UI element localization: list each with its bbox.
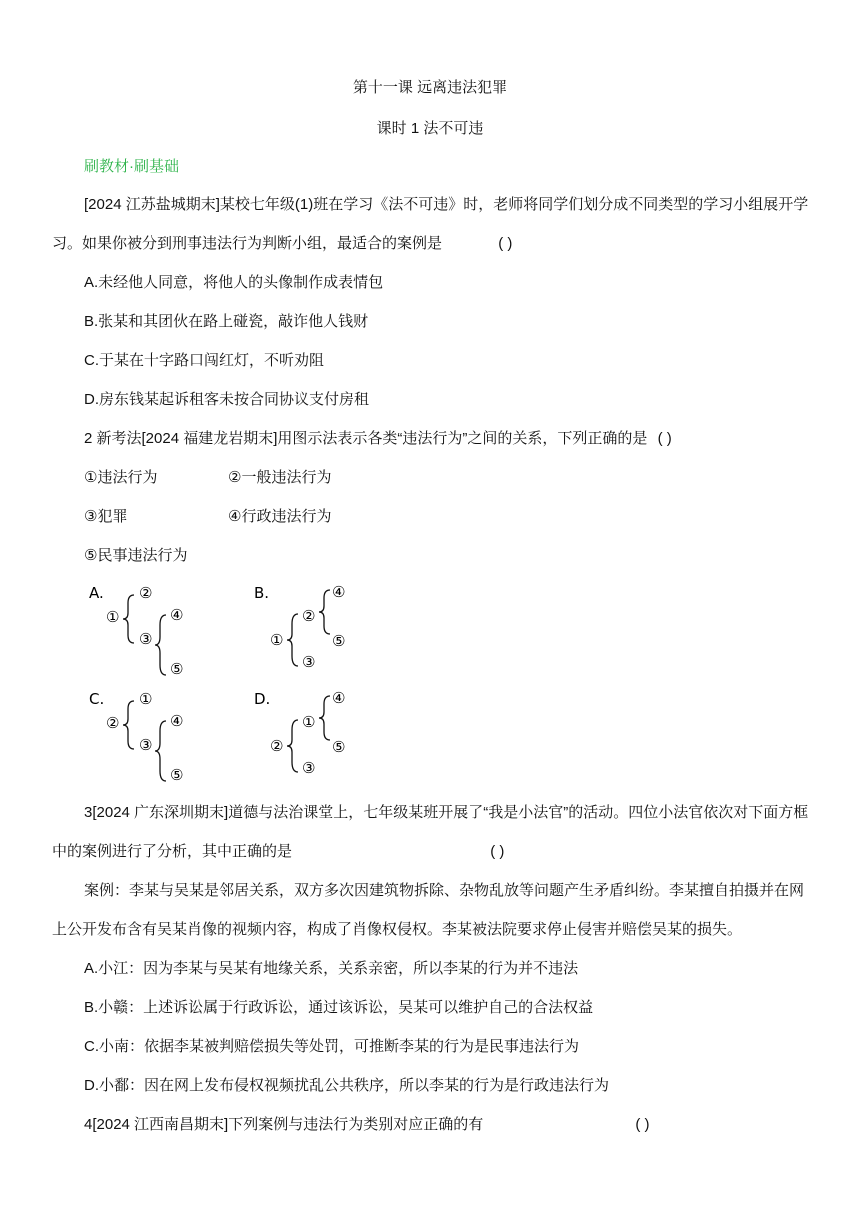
diagram-a xyxy=(89,584,183,678)
lesson-subtitle: 课时 1 法不可违 xyxy=(376,120,484,137)
q1-stem-text: 习。如果你被分到刑事违法行为判断小组，最适合的案例是 xyxy=(52,235,443,252)
diagram-c-leaf1: ④ xyxy=(170,712,184,730)
diagram-a-leaf2: ⑤ xyxy=(170,660,184,678)
q2-stem-text: 2 新考法[2024 福建龙岩期末]用图示法表示各类“违法行为”之间的关系，下列正确的是 xyxy=(84,430,648,447)
diagram-b xyxy=(254,583,345,671)
q3-option-a: A.小江：因为李某与吴某有地缘关系，关系亲密，所以李某的行为并不违法 xyxy=(84,960,579,977)
diagram-a-brace-outer xyxy=(123,595,134,643)
diagram-d-label: D. xyxy=(254,690,271,708)
q2-item-5: ⑤民事违法行为 xyxy=(84,547,188,564)
diagram-d xyxy=(254,689,345,777)
diagram-d-leaf1: ④ xyxy=(332,689,346,707)
q1-option-a: A.未经他人同意，将他人的头像制作成表情包 xyxy=(84,274,384,291)
section-heading: 刷教材·刷基础 xyxy=(84,158,179,175)
diagram-c-brace-outer xyxy=(123,701,134,749)
q3-stem-line1: 3[2024 广东深圳期末]道德与法治课堂上，七年级某班开展了“我是小法官”的活动。四位小法官依次对下面方框 xyxy=(84,804,809,821)
q1-option-b: B.张某和其团伙在路上碰瓷，敲诈他人钱财 xyxy=(84,313,369,330)
diagram-b-leaf2: ⑤ xyxy=(332,632,346,650)
diagram-c-leaf2: ⑤ xyxy=(170,766,184,784)
diagram-a-label: A. xyxy=(89,584,104,602)
diagram-c-branch: ① xyxy=(139,690,153,708)
diagram-a-root: ① xyxy=(106,608,120,626)
q3-option-d: D.小鄱：因在网上发布侵权视频扰乱公共秩序，所以李某的行为是行政违法行为 xyxy=(84,1077,610,1094)
diagram-b-brace-outer xyxy=(287,614,298,666)
diagram-c-sub: ③ xyxy=(139,736,153,754)
diagram-a-sub: ③ xyxy=(139,630,153,648)
diagram-d-branch: ① xyxy=(302,713,316,731)
diagram-c xyxy=(89,690,183,784)
diagram-c-brace-inner xyxy=(155,721,166,781)
q4-stem-text: 4[2024 江西南昌期末]下列案例与违法行为类别对应正确的有 xyxy=(84,1116,484,1133)
diagram-d-brace-inner xyxy=(319,696,330,740)
q2-option-diagrams xyxy=(0,578,860,798)
lesson-title: 第十一课 远离违法犯罪 xyxy=(352,79,508,96)
q2-item-4: ④行政违法行为 xyxy=(228,508,332,525)
q1-answer-paren: ( ) xyxy=(498,235,513,252)
diagram-b-brace-inner xyxy=(319,590,330,634)
q1-option-c: C.于某在十字路口闯红灯，不听劝阻 xyxy=(84,352,325,369)
q3-option-b: B.小赣：上述诉讼属于行政诉讼，通过该诉讼，吴某可以维护自己的合法权益 xyxy=(84,999,594,1016)
q1-stem-line1: [2024 江苏盐城期末]某校七年级(1)班在学习《法不可违》时，老师将同学们划分成不同类型的学习小组展开学 xyxy=(84,196,809,213)
diagram-a-brace-inner xyxy=(155,615,166,675)
q1-option-d: D.房东钱某起诉租客未按合同协议支付房租 xyxy=(84,391,370,408)
diagram-b-root: ① xyxy=(270,631,284,649)
diagram-d-sub: ③ xyxy=(302,759,316,777)
q2-item-1: ①违法行为 xyxy=(84,469,158,486)
diagram-d-root: ② xyxy=(270,737,284,755)
diagram-a-branch: ② xyxy=(139,584,153,602)
q3-answer-paren: ( ) xyxy=(490,843,505,860)
q2-stem-line1 xyxy=(84,427,672,448)
diagram-c-root: ② xyxy=(106,714,120,732)
diagram-a-leaf1: ④ xyxy=(170,606,184,624)
q3-stem-line2 xyxy=(52,840,504,861)
diagram-d-brace-outer xyxy=(287,720,298,772)
q2-item-3: ③犯罪 xyxy=(84,508,128,525)
q4-stem-line1 xyxy=(84,1113,650,1134)
q4-answer-paren: ( ) xyxy=(635,1116,650,1133)
q3-case-line1: 案例：李某与吴某是邻居关系，双方多次因建筑物拆除、杂物乱放等问题产生矛盾纠纷。李某擅自拍摄并在网 xyxy=(84,882,805,899)
q3-case-line2: 上公开发布含有吴某肖像的视频内容，构成了肖像权侵权。李某被法院要求停止侵害并赔偿吴某的损失。 xyxy=(52,921,743,938)
q3-stem-text: 中的案例进行了分析，其中正确的是 xyxy=(52,843,293,860)
diagram-d-leaf2: ⑤ xyxy=(332,738,346,756)
diagram-b-branch: ② xyxy=(302,607,316,625)
diagram-b-leaf1: ④ xyxy=(332,583,346,601)
diagram-c-label: C. xyxy=(89,690,105,708)
q2-answer-paren: ( ) xyxy=(657,430,672,447)
diagram-b-sub: ③ xyxy=(302,653,316,671)
diagram-b-label: B. xyxy=(254,584,270,602)
q1-stem-line2 xyxy=(52,232,512,253)
q2-item-2: ②一般违法行为 xyxy=(228,469,332,486)
q3-option-c: C.小南：依据李某被判赔偿损失等处罚，可推断李某的行为是民事违法行为 xyxy=(84,1038,580,1055)
